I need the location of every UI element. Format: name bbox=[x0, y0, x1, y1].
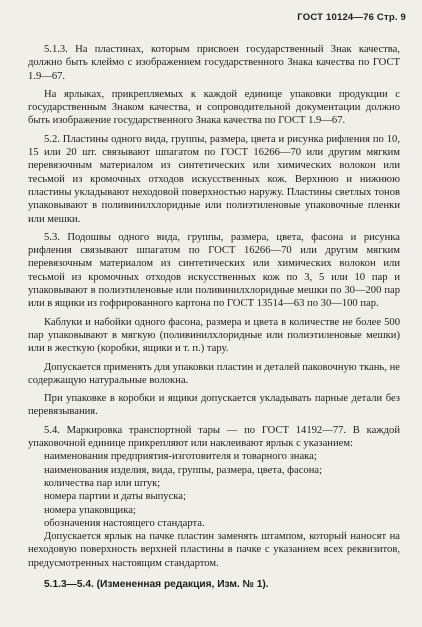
marking-list-item: количества пар или штук; bbox=[44, 477, 161, 489]
paragraph-5-4: 5.4. Маркировка транспортной тары — по ГОСТ 14192—77. В каждой упаковочной единице прикрепляют или наклеивают ярлык с указанием: bbox=[28, 424, 400, 450]
paragraph-5-3: 5.3. Подошвы одного вида, группы, размера, цвета, фасона и рисунка рифления связывают шпагатом по ГОСТ 16266—70 или другим мягким перевязочным материалом из синтетических или химических волокон или тесьмой из кромочных отходов искусственных кож по 3, 5 или 10 пар и упаковывают в полиэтиленовые или поливинилхлоридные мешки по 30—200 пар или в ящики из гофрированного картона по ГОСТ 13514—63 по 30—100 пар. bbox=[28, 231, 400, 310]
paragraph-stamp: Допускается ярлык на пачке пластин заменять штампом, который наносят на неходовую поверхность верхней пластины в пачке с указанием всех реквизитов, предусмотренных настоящим стандартом. bbox=[28, 531, 400, 569]
marking-list bbox=[28, 450, 400, 530]
paragraph-packing-cloth: Допускается применять для упаковки пластин и деталей паковочную ткань, не содержащую натуральные волокна. bbox=[28, 361, 400, 386]
paragraph-labels-quality-mark: На ярлыках, прикрепляемых к каждой единице упаковки продукции с государственным Знаком качества, и сопроводительной документации должно быть изображение государственного Знака качества по ГОСТ 1.9—67. bbox=[28, 88, 400, 127]
marking-list-item: номера упаковщика; bbox=[44, 504, 136, 516]
revision-note: 5.1.3—5.4. (Измененная редакция, Изм. № 1). bbox=[44, 578, 269, 590]
paragraph-boxes: При упаковке в коробки и ящики допускается укладывать парные детали без перевязывания. bbox=[28, 393, 400, 418]
paragraph-5-2: 5.2. Пластины одного вида, группы, размера, цвета и рисунка рифления по 10, 15 или 20 шт. связывают шпагатом по ГОСТ 16266—70 или другим мягким перевязочным материалом из синтетических или химических волокон или тесьмой из кромочных отходов искусственных кож. Верхнюю и нижнюю пластины укладывают неходовой поверхностью наружу. Пластины светлых тонов упаковывают в поливинилхлоридные или полиэтиленовые упаковочные пленки или мешки. bbox=[28, 133, 400, 225]
marking-list-item: наименования изделия, вида, группы, размера, цвета, фасона; bbox=[44, 464, 323, 476]
marking-list-item: номера партии и даты выпуска; bbox=[44, 491, 186, 503]
marking-list-item: наименования предприятия-изготовителя и товарного знака; bbox=[44, 451, 317, 463]
paragraph-5-1-3: 5.1.3. На пластинах, которым присвоен государственный Знак качества, должно быть клеймо с изображением государственного Знака качества по ГОСТ 1.9—67. bbox=[28, 44, 400, 82]
paragraph-heels: Каблуки и набойки одного фасона, размера и цвета в количестве не более 500 пар упаковывают в мягкую (поливинилхлоридные или полиэтиленовые мешки) или в жесткую (коробки, ящики и т. п.) тару. bbox=[28, 316, 400, 355]
document-body bbox=[28, 43, 400, 591]
page-header: ГОСТ 10124—76 Стр. 9 bbox=[297, 12, 406, 23]
marking-list-item: обозначения настоящего стандарта. bbox=[44, 517, 205, 529]
